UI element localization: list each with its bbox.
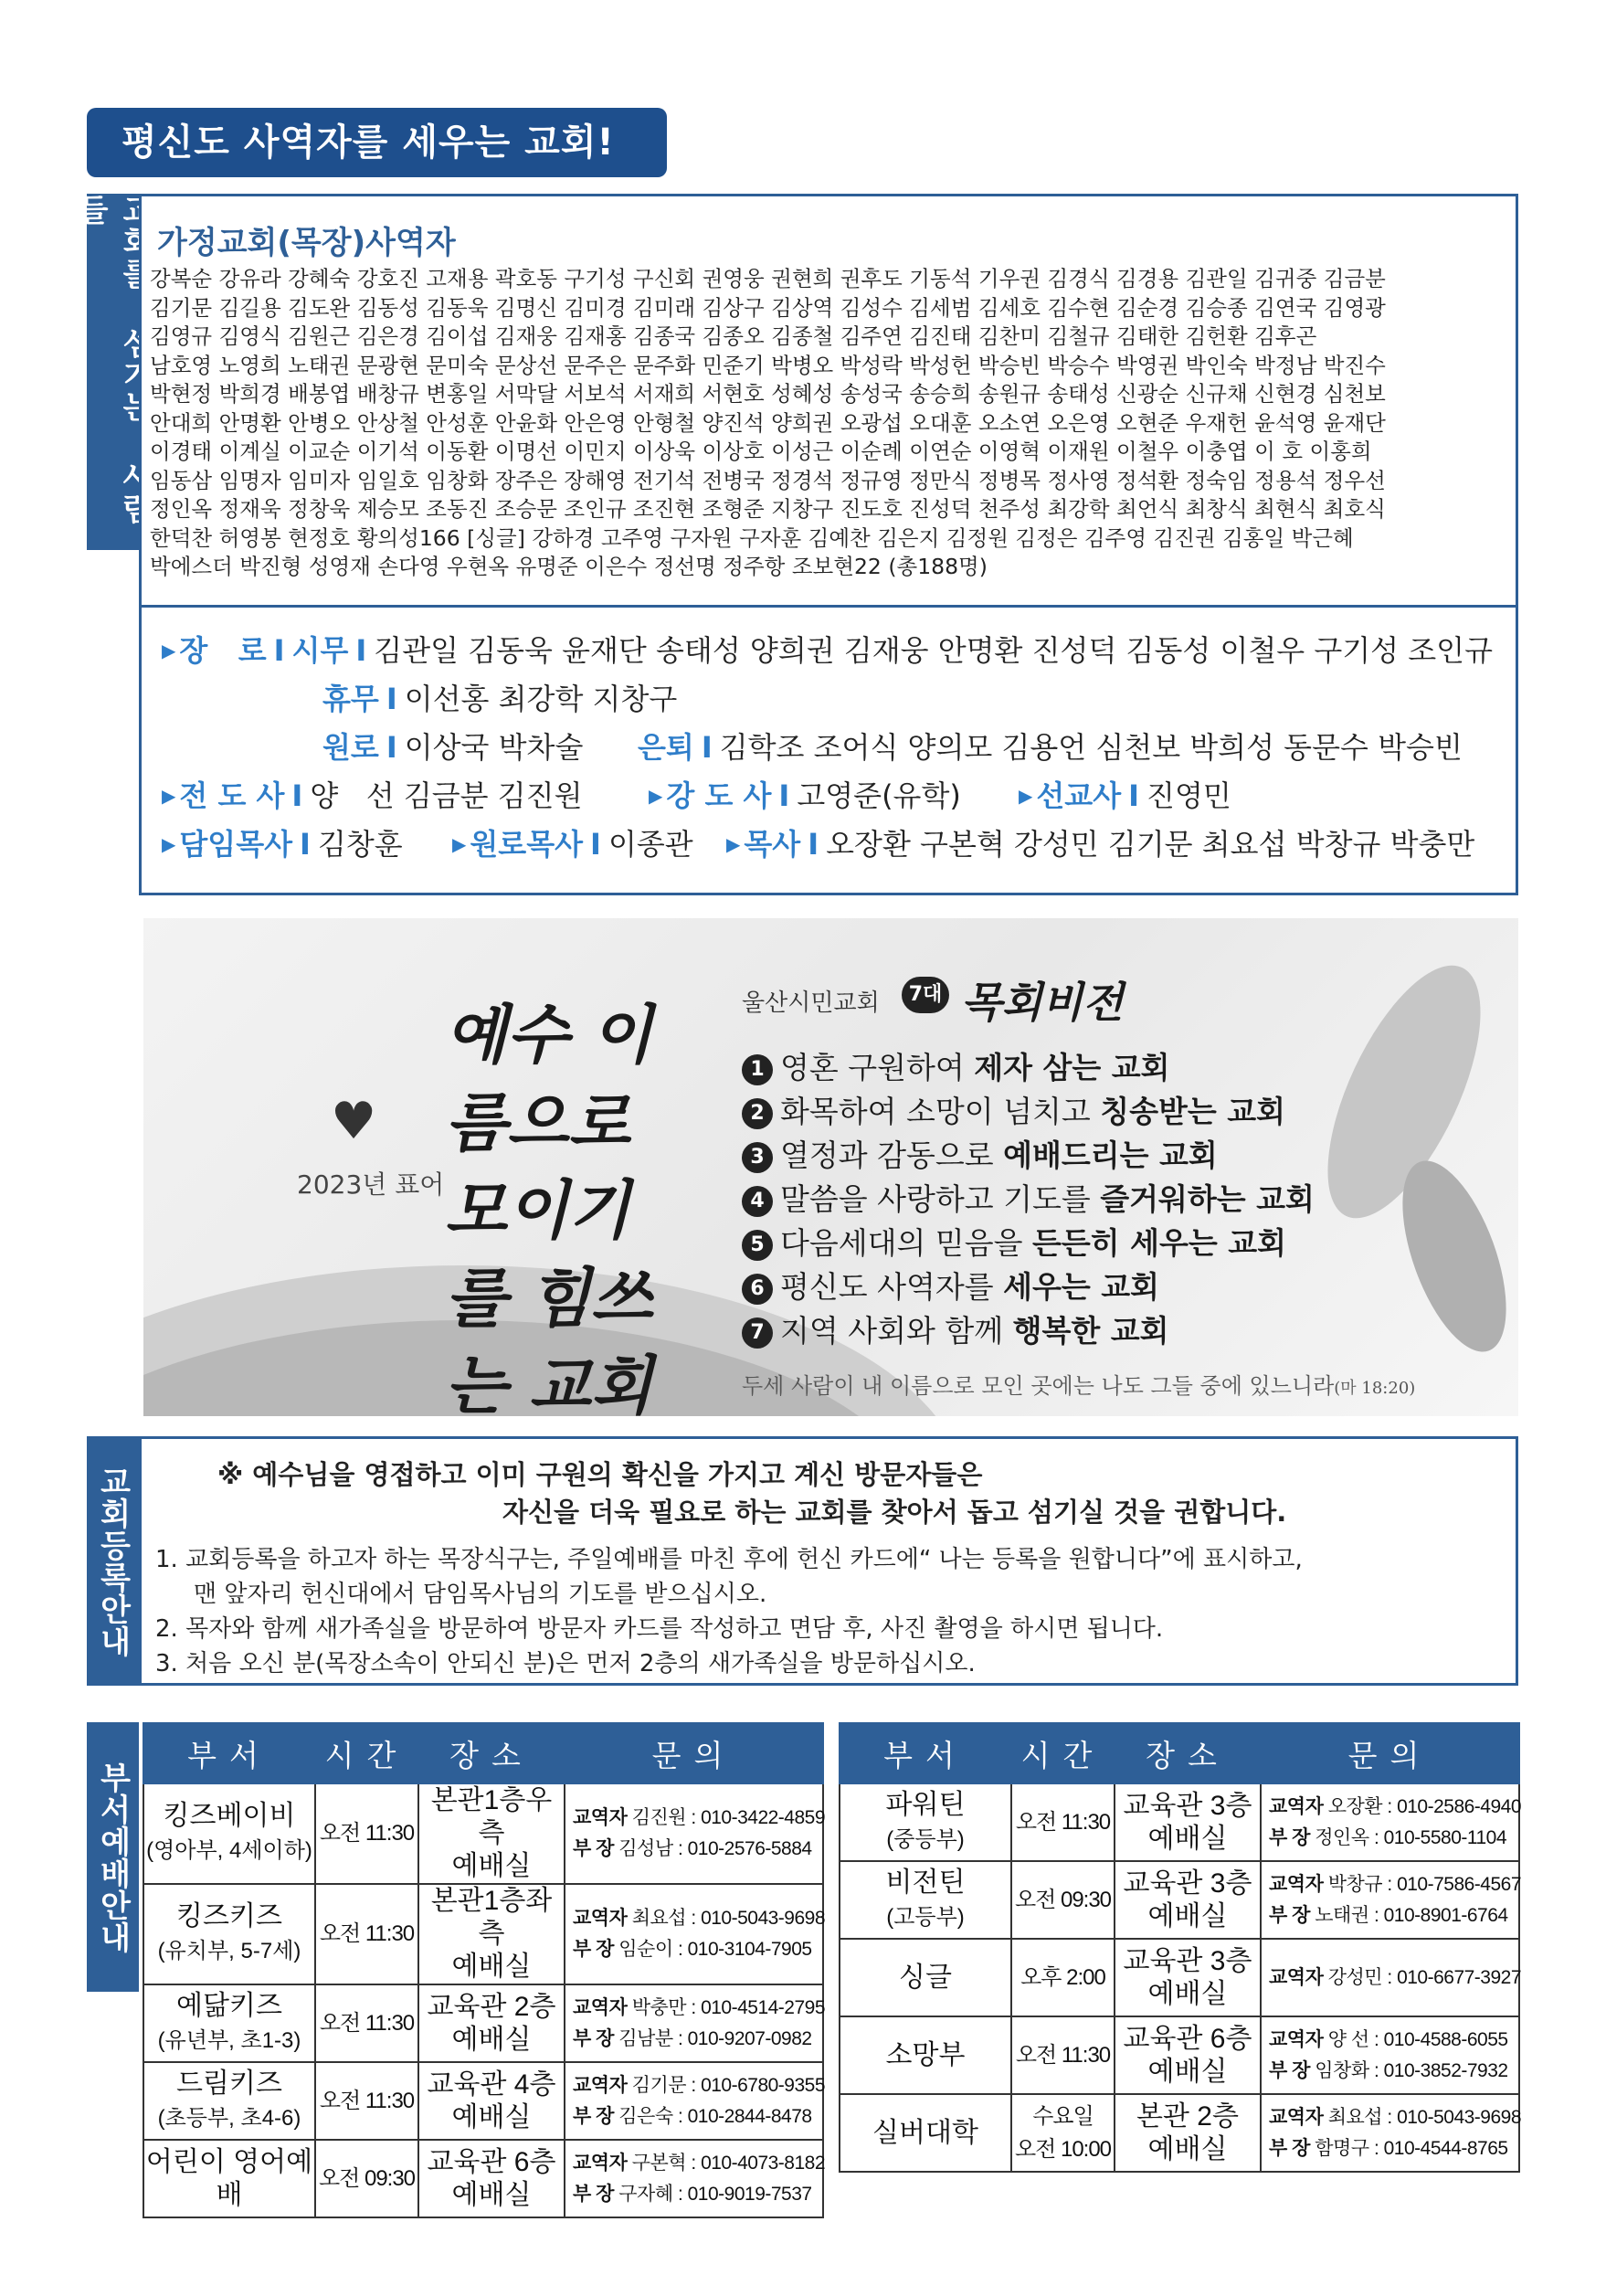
missionaries: 진영민 — [1146, 778, 1231, 813]
lecturers: 고영준(유학) — [797, 778, 961, 813]
contact-info: 박충만 : 010-4514-2795 — [631, 1996, 826, 2018]
motto-text: 예수 이름으로 모이기를 힘쓰는 교회 — [445, 997, 653, 1416]
contact-info: 김진원 : 010-3422-4859 — [631, 1807, 826, 1828]
table-row — [143, 2062, 823, 2140]
header-time: 시간 — [1011, 1723, 1115, 1783]
cell-contact — [565, 2140, 826, 2217]
header-time: 시간 — [315, 1723, 418, 1783]
dept-name: 싱글 — [899, 1962, 952, 1993]
side-tab-label: 부서예배안내 — [94, 1761, 131, 1953]
side-tab-departments — [87, 1722, 139, 1992]
table-row — [840, 2094, 1519, 2172]
table-row — [840, 1939, 1519, 2016]
name-line: 김기문 김길용 김도완 김동성 김동욱 김명신 김미경 김미래 김상구 김상역 김성수 김세범 김세호 김수현 김순경 김승종 김연국 김영광 — [150, 294, 1386, 321]
registration-notice: 자신을 더욱 필요로 하는 교회를 찾아서 돕고 섬기실 것을 권합니다. — [502, 1497, 1287, 1528]
dept-name: 어린이 영어예배 — [145, 2146, 313, 2210]
leave-line: 휴무 I 이선홍 최강학 지창구 — [322, 682, 678, 716]
contact-role: 부 장 — [573, 2183, 614, 2205]
emeritus-line: 원로 I 이상국 박차술 — [322, 730, 584, 765]
cell-place: 본관1층좌측 예배실 — [418, 1884, 565, 1984]
name-line: 박에스더 박진형 성영재 손다영 우현옥 유명준 이은수 정선명 정주항 조보현22 (총188명) — [150, 554, 988, 579]
pastors-line: ▶ 목사 I 오장환 구본혁 강성민 김기문 최요섭 박창규 박충만 — [726, 827, 1475, 862]
cell-contact — [565, 2062, 826, 2140]
cell-place: 교육관 6층 예배실 — [418, 2140, 565, 2217]
cell-contact — [1261, 2016, 1519, 2094]
cell-place: 교육관 3층 예배실 — [1115, 1939, 1261, 2016]
contact-info: 박창규 : 010-7586-4567 — [1327, 1873, 1522, 1895]
cell-place: 교육관 4층 예배실 — [418, 2062, 565, 2140]
contact-info: 김남분 : 010-9207-0982 — [618, 2027, 812, 2049]
cell-contact — [1261, 1861, 1522, 1939]
dept-name: 드림키즈 — [176, 2068, 282, 2099]
header-dept: 부서 — [143, 1723, 315, 1783]
dept-time: 오전 11:30 — [1015, 1809, 1111, 1835]
registration-step-1-cont: 맨 앞자리 헌신대에서 담임목사님의 기도를 받으십시오. — [194, 1581, 767, 1608]
cell-contact — [565, 1884, 826, 1984]
emeritus-elders: 이상국 박차술 — [404, 730, 584, 765]
contact-role: 교역자 — [573, 2074, 628, 2096]
contact-role: 부 장 — [1269, 2137, 1310, 2159]
cell-contact — [1261, 2094, 1522, 2172]
contact-role: 부 장 — [573, 2105, 614, 2127]
active-label: 시무 — [291, 633, 349, 668]
name-line: 정인옥 정재욱 정창욱 제승모 조동진 조승문 조인규 조진현 조형준 지창구 진도호 진성덕 천주성 최강학 최언식 최창식 최현식 최호식 — [150, 496, 1386, 522]
contact-info: 임창화 : 010-3852-7932 — [1315, 2059, 1508, 2081]
vision-title: 목회비전 — [961, 978, 1124, 1027]
cell-time — [315, 1783, 418, 1884]
dept-sub: (유치부, 5-7세) — [157, 1939, 301, 1963]
dept-name: 예닮키즈 — [176, 1990, 282, 2021]
pastors: 오장환 구본혁 강성민 김기문 최요섭 박창규 박충만 — [826, 827, 1475, 862]
contact-role: 부 장 — [573, 1838, 614, 1859]
dept-name: 킹즈베이비 — [163, 1801, 296, 1831]
page-title: 평신도 사역자를 세우는 교회! — [87, 108, 667, 177]
registration-step-1: 1. 교회등록을 하고자 하는 목장식구는, 주일예배를 마친 후에 헌신 카드에“ 나는 등록을 원합니다”에 표시하고, — [155, 1546, 1303, 1573]
pastor-label: 목사 — [744, 827, 801, 862]
contact-info: 최요섭 : 010-5043-9698 — [1327, 2106, 1522, 2128]
name-line: 이경태 이계실 이교순 이기석 이동환 이명선 이민지 이상욱 이상호 이성근 이순례 이연순 이영혁 이재원 이철우 이충엽 이 호 이홍희 — [150, 439, 1372, 464]
triangle-bullet-icon: ▶ — [162, 833, 176, 855]
contact-role: 교역자 — [1269, 1873, 1324, 1895]
registration-notice: ※ 예수님을 영접하고 이미 구원의 확신을 가지고 계신 방문자들은 — [217, 1459, 983, 1490]
cell-time — [1011, 1861, 1115, 1939]
dept-time: 오후 2:00 — [1020, 1964, 1105, 1990]
vision-church: 울산시민교회 — [742, 989, 880, 1017]
dept-time: 오전 11:30 — [319, 1821, 415, 1846]
cell-contact — [1261, 1939, 1522, 2016]
header-contact: 문의 — [565, 1723, 823, 1783]
contact-role: 부 장 — [1269, 1826, 1310, 1848]
contact-role: 교역자 — [573, 2152, 628, 2174]
header-place: 장소 — [418, 1723, 565, 1783]
vision-item: 5 다음세대의 믿음을 든든히 세우는 교회 — [742, 1220, 1286, 1263]
vision-generation: 7대 — [902, 977, 949, 1013]
contact-info: 오장환 : 010-2586-4940 — [1327, 1795, 1522, 1817]
triangle-bullet-icon: ▶ — [452, 833, 467, 855]
table-header — [840, 1723, 1519, 1783]
cell-place: 본관 2층 예배실 — [1115, 2094, 1261, 2172]
servants-heading: 가정교회(목장)사역자 — [157, 225, 456, 261]
cell-time — [1011, 2094, 1115, 2172]
cell-place: 본관1층우측 예배실 — [418, 1783, 565, 1884]
name-line: 안대희 안명환 안병오 안상철 안성훈 안윤화 안은영 안형철 양진석 양희권 오광섭 오대훈 오소연 오은영 오현준 우재헌 윤석영 윤재단 — [150, 409, 1386, 436]
staff-box — [139, 605, 1518, 895]
name-line: 한덕찬 허영봉 현정호 황의성166 [싱글] 강하경 고주영 구자원 구자훈 김예찬 김은지 김정원 김정은 김주영 김진권 김홍일 박근혜 — [150, 524, 1354, 551]
contact-info: 노태권 : 010-8901-6764 — [1315, 1904, 1508, 1926]
registration-step-2: 2. 목자와 함께 새가족실을 방문하여 방문자 카드를 작성하고 면담 후, 사진 촬영을 하시면 됩니다. — [155, 1615, 1164, 1643]
cell-dept — [143, 2140, 315, 2217]
servants-name-list — [150, 265, 1511, 582]
table-row — [840, 1783, 1519, 1861]
dept-time: 오전 11:30 — [319, 1921, 415, 1946]
missionary-label: 선교사 — [1036, 778, 1122, 813]
elders-line: ▶ 장 로 I 시무 I 김관일 김동욱 윤재단 송태성 양희권 김재웅 안명환 진성덕 김동성 이철우 구기성 조인규 — [162, 633, 1494, 668]
dept-sub: (영아부, 4세이하) — [146, 1838, 312, 1863]
contact-role: 부 장 — [1269, 2059, 1310, 2081]
emeritus-pastor-line: ▶ 원로목사 I 이종관 — [452, 827, 693, 862]
cell-contact — [565, 1783, 826, 1884]
dept-sub: (중등부) — [886, 1826, 965, 1852]
vision-verse: 두세 사람이 내 이름으로 모인 곳에는 나도 그들 중에 있느니라(마 18:20) — [742, 1373, 1416, 1399]
vision-banner — [143, 918, 1518, 1416]
side-tab-servants — [71, 194, 153, 550]
elder-label: 장 로 — [179, 633, 267, 668]
contact-info: 정인옥 : 010-5580-1104 — [1315, 1826, 1507, 1848]
cell-contact — [565, 1984, 826, 2062]
side-tab-registration — [87, 1436, 139, 1686]
vision-item: 6 평신도 사역자를 세우는 교회 — [742, 1264, 1159, 1307]
side-tab-label: 교회를 섬기는 사람들 — [71, 194, 153, 524]
name-line: 임동삼 임명자 임미자 임일호 임창화 장주은 장해영 전기석 전병국 정경석 정규영 정만식 정병목 정사영 정석환 정숙임 정용석 정우선 — [150, 467, 1386, 493]
dept-sub: (초등부, 초4-6) — [157, 2105, 301, 2131]
dept-time: 오전 09:30 — [318, 2165, 416, 2191]
name-line: 박현정 박희경 배봉엽 배창규 변홍일 서막달 서보석 서재희 서현호 성혜성 송성국 송승희 송원규 송태성 신광순 신규채 신현경 심천보 — [150, 381, 1386, 407]
leave-label: 휴무 — [322, 682, 379, 716]
leave-elders: 이선홍 최강학 지창구 — [404, 682, 678, 716]
motto-year: 2023년 표어 — [297, 1169, 445, 1200]
evangelist-line: ▶ 전 도 사 I 양 선 김금분 김진원 — [162, 778, 583, 813]
cell-time — [1011, 1783, 1115, 1861]
cell-dept — [143, 1884, 315, 1984]
evangelist-label: 전 도 사 — [179, 778, 285, 813]
dept-name: 비전틴 — [885, 1867, 966, 1898]
name-line: 남호영 노영희 노태권 문광현 문미숙 문상선 문주은 문주화 민준기 박병오 박성락 박성헌 박승빈 박승수 박영권 박인숙 박정남 박진수 — [150, 352, 1386, 378]
vision-item: 1 영혼 구원하여 제자 삼는 교회 — [742, 1044, 1170, 1087]
emeritus-pastor-label: 원로목사 — [470, 827, 584, 862]
contact-role: 부 장 — [1269, 1904, 1310, 1926]
vision-item: 2 화목하여 소망이 넘치고 칭송받는 교회 — [742, 1088, 1285, 1131]
contact-info: 최요섭 : 010-5043-9698 — [631, 1908, 826, 1929]
cell-dept — [840, 1861, 1011, 1939]
dept-time: 오전 11:30 — [1015, 2042, 1111, 2068]
emeritus-pastor: 이종관 — [608, 827, 693, 862]
contact-role: 교역자 — [573, 1807, 628, 1828]
dept-name: 소망부 — [885, 2039, 966, 2070]
registration-step-3: 3. 처음 오신 분(목장소속이 안되신 분)은 먼저 2층의 새가족실을 방문하십시오. — [155, 1650, 976, 1677]
contact-info: 김기문 : 010-6780-9355 — [631, 2074, 826, 2096]
table-row — [840, 2016, 1519, 2094]
dept-time: 오전 09:30 — [1014, 1887, 1112, 1912]
cell-dept — [143, 1783, 315, 1884]
cell-place: 교육관 6층 예배실 — [1115, 2016, 1261, 2094]
vision-item: 4 말씀을 사랑하고 기도를 즐거워하는 교회 — [742, 1176, 1315, 1219]
header-dept: 부서 — [840, 1723, 1011, 1783]
contact-info: 구본혁 : 010-4073-8182 — [631, 2152, 826, 2174]
cell-time — [315, 1984, 418, 2062]
dept-time: 오전 11:30 — [319, 2010, 415, 2036]
retired-line: 은퇴 I 김학조 조어식 양의모 김용언 심천보 박희성 동문수 박승빈 — [638, 730, 1463, 765]
contact-role: 교역자 — [573, 1908, 628, 1929]
contact-role: 부 장 — [573, 1939, 614, 1960]
contact-info: 양 선 : 010-4588-6055 — [1327, 2028, 1508, 2050]
cell-time — [1011, 1939, 1115, 2016]
cell-dept — [143, 1984, 315, 2062]
cell-dept — [840, 1939, 1011, 2016]
lecturer-label: 강 도 사 — [666, 778, 772, 813]
heart-cross-icon: ♥ — [331, 1092, 377, 1151]
senior-pastor-label: 담임목사 — [179, 827, 293, 862]
contact-info: 김성남 : 010-2576-5884 — [618, 1838, 812, 1859]
table-row — [143, 1984, 823, 2062]
cell-place: 교육관 2층 예배실 — [418, 1984, 565, 2062]
table-row — [143, 2140, 823, 2217]
triangle-bullet-icon: ▶ — [162, 640, 176, 661]
contact-role: 교역자 — [1269, 2028, 1324, 2050]
triangle-bullet-icon: ▶ — [1019, 785, 1033, 807]
cell-dept — [840, 2016, 1011, 2094]
side-tab-label: 교회등록안내 — [94, 1465, 131, 1657]
cell-time — [1011, 2016, 1115, 2094]
vision-item: 3 열정과 감동으로 예배드리는 교회 — [742, 1132, 1218, 1175]
name-line: 강복순 강유라 강혜숙 강호진 고재용 곽호동 구기성 구신회 권영웅 권현희 권후도 기동석 기우권 김경식 김경용 김관일 김귀중 김금분 — [150, 266, 1386, 291]
table-header — [143, 1723, 823, 1783]
emeritus-label: 원로 — [322, 730, 379, 765]
table-row — [143, 1884, 823, 1984]
dept-sub: (유년부, 초1-3) — [157, 2027, 301, 2053]
cell-contact — [1261, 1783, 1522, 1861]
cell-time — [315, 2062, 418, 2140]
senior-pastor-line: ▶ 담임목사 I 김창훈 — [162, 827, 403, 862]
cell-place: 교육관 3층 예배실 — [1115, 1783, 1261, 1861]
contact-info: 함명구 : 010-4544-8765 — [1315, 2137, 1508, 2159]
header-contact: 문의 — [1261, 1723, 1519, 1783]
contact-info: 임순이 : 010-3104-7905 — [618, 1939, 812, 1960]
dept-name: 킹즈키즈 — [176, 1901, 282, 1931]
department-table-right — [839, 1722, 1520, 2173]
vision-item: 7 지역 사회와 함께 행복한 교회 — [742, 1307, 1169, 1350]
name-line: 김영규 김영식 김원근 김은경 김이섭 김재웅 김재홍 김종국 김종오 김종철 김주연 김진태 김찬미 김철규 김태한 김헌환 김후곤 — [150, 323, 1317, 349]
contact-role: 교역자 — [1269, 1966, 1324, 1988]
contact-info: 강성민 : 010-6677-3927 — [1327, 1966, 1522, 1988]
department-table-left — [143, 1722, 824, 2218]
active-elders: 김관일 김동욱 윤재단 송태성 양희권 김재웅 안명환 진성덕 김동성 이철우 구기성 조인규 — [374, 633, 1494, 668]
triangle-bullet-icon: ▶ — [162, 785, 176, 807]
dept-time: 오전 11:30 — [319, 2088, 415, 2113]
cell-dept — [840, 2094, 1011, 2172]
cell-dept — [143, 2062, 315, 2140]
contact-role: 교역자 — [1269, 1795, 1324, 1817]
table-row — [840, 1861, 1519, 1939]
cell-place: 교육관 3층 예배실 — [1115, 1861, 1261, 1939]
contact-role: 교역자 — [573, 1996, 628, 2018]
header-place: 장소 — [1115, 1723, 1261, 1783]
evangelists: 양 선 김금분 김진원 — [310, 778, 583, 813]
cell-time — [315, 2140, 418, 2217]
table-row — [143, 1783, 823, 1884]
contact-info: 구자혜 : 010-9019-7537 — [618, 2183, 812, 2205]
cell-dept — [840, 1783, 1011, 1861]
dept-name: 파워틴 — [885, 1789, 966, 1820]
senior-pastor: 김창훈 — [317, 827, 403, 862]
dept-time: 수요일 — [1032, 2103, 1094, 2129]
triangle-bullet-icon: ▶ — [649, 785, 663, 807]
lecturer-line: ▶ 강 도 사 I 고영준(유학) — [649, 778, 961, 813]
dept-time-2: 오전 10:00 — [1014, 2136, 1112, 2162]
missionary-line: ▶ 선교사 I 진영민 — [1019, 778, 1231, 813]
dept-sub: (고등부) — [886, 1904, 965, 1930]
dept-name: 실버대학 — [872, 2117, 978, 2148]
contact-role: 부 장 — [573, 2027, 614, 2049]
retired-elders: 김학조 조어식 양의모 김용언 심천보 박희성 동문수 박승빈 — [719, 730, 1463, 765]
cell-time — [315, 1884, 418, 1984]
contact-info: 김은숙 : 010-2844-8478 — [618, 2105, 812, 2127]
triangle-bullet-icon: ▶ — [726, 833, 741, 855]
contact-role: 교역자 — [1269, 2106, 1324, 2128]
retired-label: 은퇴 — [638, 730, 694, 765]
